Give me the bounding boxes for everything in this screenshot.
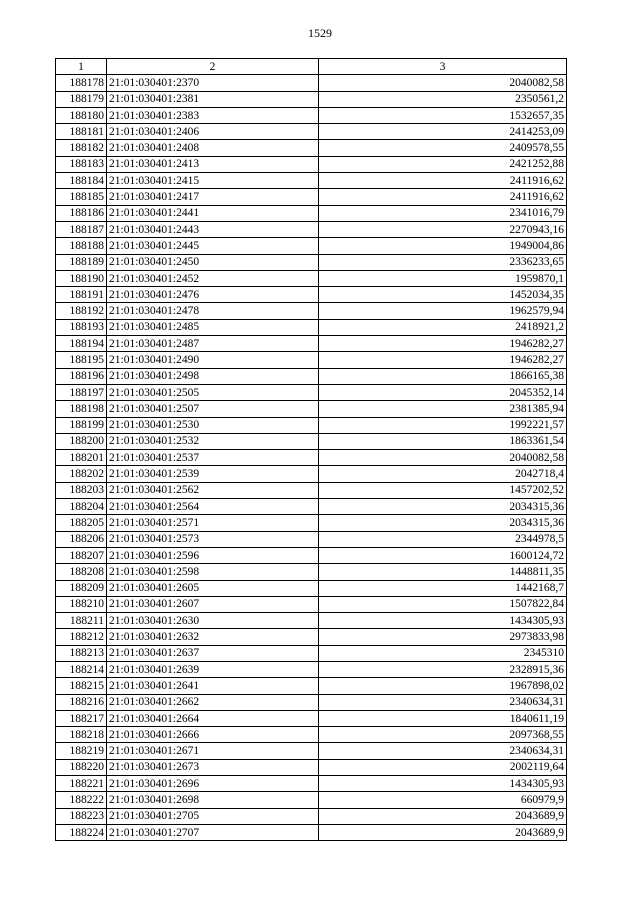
cadastral-number-cell: 21:01:030401:2476 (107, 287, 319, 303)
row-number-cell: 188189 (56, 254, 107, 270)
table-row (56, 580, 567, 596)
row-number-cell: 188203 (56, 482, 107, 498)
row-number-cell: 188201 (56, 450, 107, 466)
cadastral-number-cell: 21:01:030401:2507 (107, 401, 319, 417)
row-number-cell: 188197 (56, 384, 107, 400)
cadastral-value-cell: 1507822,84 (319, 596, 567, 612)
table-row (56, 694, 567, 710)
page-number: 1529 (308, 26, 332, 40)
row-number-cell: 188188 (56, 238, 107, 254)
table-row (56, 466, 567, 482)
row-number-cell: 188215 (56, 678, 107, 694)
table-row (56, 287, 567, 303)
table-row (56, 808, 567, 824)
cadastral-value-cell: 2043689,9 (319, 824, 567, 840)
cadastral-number-cell: 21:01:030401:2415 (107, 173, 319, 189)
row-number-cell: 188193 (56, 319, 107, 335)
cadastral-number-cell: 21:01:030401:2698 (107, 792, 319, 808)
table-row (56, 238, 567, 254)
cadastral-value-cell: 1600124,72 (319, 547, 567, 563)
cadastral-number-cell: 21:01:030401:2478 (107, 303, 319, 319)
row-number-cell: 188186 (56, 205, 107, 221)
row-number-cell: 188178 (56, 75, 107, 91)
cadastral-value-cell: 1448811,35 (319, 564, 567, 580)
row-number-cell: 188180 (56, 107, 107, 123)
row-number-cell: 188192 (56, 303, 107, 319)
row-number-cell: 188191 (56, 287, 107, 303)
table-row (56, 336, 567, 352)
cadastral-value-cell: 1967898,02 (319, 678, 567, 694)
cadastral-value-cell: 2328915,36 (319, 661, 567, 677)
row-number-cell: 188220 (56, 759, 107, 775)
cadastral-value-cell: 1946282,27 (319, 352, 567, 368)
table-row (56, 417, 567, 433)
row-number-cell: 188179 (56, 91, 107, 107)
cadastral-value-cell: 660979,9 (319, 792, 567, 808)
row-number-cell: 188202 (56, 466, 107, 482)
cadastral-value-cell: 1434305,93 (319, 613, 567, 629)
cadastral-number-cell: 21:01:030401:2532 (107, 433, 319, 449)
cadastral-number-cell: 21:01:030401:2452 (107, 270, 319, 286)
row-number-cell: 188212 (56, 629, 107, 645)
row-number-cell: 188205 (56, 515, 107, 531)
cadastral-number-cell: 21:01:030401:2564 (107, 499, 319, 515)
row-number-cell: 188182 (56, 140, 107, 156)
table-row (56, 221, 567, 237)
cadastral-value-cell: 2421252,88 (319, 156, 567, 172)
row-number-cell: 188219 (56, 743, 107, 759)
cadastral-value-cell: 1866165,38 (319, 368, 567, 384)
cadastral-value-cell: 2418921,2 (319, 319, 567, 335)
row-number-cell: 188199 (56, 417, 107, 433)
cadastral-number-cell: 21:01:030401:2539 (107, 466, 319, 482)
table-row (56, 596, 567, 612)
row-number-cell: 188187 (56, 221, 107, 237)
cadastral-value-cell: 2336233,65 (319, 254, 567, 270)
column-header-3: 3 (319, 59, 567, 75)
cadastral-number-cell: 21:01:030401:2673 (107, 759, 319, 775)
table-row (56, 515, 567, 531)
cadastral-number-cell: 21:01:030401:2530 (107, 417, 319, 433)
cadastral-value-cell: 2340634,31 (319, 743, 567, 759)
table-row (56, 499, 567, 515)
row-number-cell: 188207 (56, 547, 107, 563)
cadastral-value-cell: 1532657,35 (319, 107, 567, 123)
cadastral-value-cell: 2034315,36 (319, 499, 567, 515)
cadastral-number-cell: 21:01:030401:2498 (107, 368, 319, 384)
cadastral-number-cell: 21:01:030401:2381 (107, 91, 319, 107)
row-number-cell: 188208 (56, 564, 107, 580)
table-row (56, 743, 567, 759)
cadastral-number-cell: 21:01:030401:2383 (107, 107, 319, 123)
cadastral-value-cell: 2350561,2 (319, 91, 567, 107)
row-number-cell: 188213 (56, 645, 107, 661)
cadastral-value-cell: 2040082,58 (319, 450, 567, 466)
cadastral-value-cell: 1946282,27 (319, 336, 567, 352)
cadastral-number-cell: 21:01:030401:2487 (107, 336, 319, 352)
row-number-cell: 188185 (56, 189, 107, 205)
table-body (56, 75, 567, 841)
table-row (56, 547, 567, 563)
cadastral-value-cell: 2973833,98 (319, 629, 567, 645)
row-number-cell: 188206 (56, 531, 107, 547)
table-row (56, 759, 567, 775)
table-row (56, 140, 567, 156)
row-number-cell: 188217 (56, 710, 107, 726)
table-row (56, 254, 567, 270)
table-row (56, 564, 567, 580)
cadastral-value-cell: 2411916,62 (319, 173, 567, 189)
cadastral-value-table (55, 58, 567, 841)
row-number-cell: 188218 (56, 727, 107, 743)
table-row (56, 156, 567, 172)
cadastral-number-cell: 21:01:030401:2641 (107, 678, 319, 694)
cadastral-value-cell: 2270943,16 (319, 221, 567, 237)
table-row (56, 91, 567, 107)
cadastral-value-cell: 2414253,09 (319, 124, 567, 140)
cadastral-number-cell: 21:01:030401:2443 (107, 221, 319, 237)
table-row (56, 629, 567, 645)
cadastral-value-cell: 1434305,93 (319, 776, 567, 792)
cadastral-value-cell: 2002119,64 (319, 759, 567, 775)
row-number-cell: 188198 (56, 401, 107, 417)
row-number-cell: 188200 (56, 433, 107, 449)
cadastral-number-cell: 21:01:030401:2406 (107, 124, 319, 140)
table-row (56, 661, 567, 677)
cadastral-number-cell: 21:01:030401:2408 (107, 140, 319, 156)
cadastral-number-cell: 21:01:030401:2639 (107, 661, 319, 677)
cadastral-number-cell: 21:01:030401:2441 (107, 205, 319, 221)
row-number-cell: 188190 (56, 270, 107, 286)
cadastral-number-cell: 21:01:030401:2596 (107, 547, 319, 563)
table-row (56, 368, 567, 384)
table-row (56, 531, 567, 547)
cadastral-value-cell: 2097368,55 (319, 727, 567, 743)
table-row (56, 678, 567, 694)
table-row (56, 792, 567, 808)
cadastral-number-cell: 21:01:030401:2707 (107, 824, 319, 840)
row-number-cell: 188210 (56, 596, 107, 612)
table-row (56, 107, 567, 123)
row-number-cell: 188211 (56, 613, 107, 629)
row-number-cell: 188183 (56, 156, 107, 172)
cadastral-value-cell: 1959870,1 (319, 270, 567, 286)
cadastral-value-cell: 2043689,9 (319, 808, 567, 824)
row-number-cell: 188204 (56, 499, 107, 515)
header-row (56, 59, 567, 75)
cadastral-value-cell: 1962579,94 (319, 303, 567, 319)
cadastral-number-cell: 21:01:030401:2490 (107, 352, 319, 368)
cadastral-number-cell: 21:01:030401:2664 (107, 710, 319, 726)
table-row (56, 303, 567, 319)
cadastral-number-cell: 21:01:030401:2662 (107, 694, 319, 710)
table-row (56, 173, 567, 189)
table-row (56, 645, 567, 661)
cadastral-value-cell: 2040082,58 (319, 75, 567, 91)
cadastral-number-cell: 21:01:030401:2445 (107, 238, 319, 254)
cadastral-value-cell: 2344978,5 (319, 531, 567, 547)
cadastral-number-cell: 21:01:030401:2705 (107, 808, 319, 824)
row-number-cell: 188224 (56, 824, 107, 840)
cadastral-value-cell: 2045352,14 (319, 384, 567, 400)
table-row (56, 352, 567, 368)
table-row (56, 450, 567, 466)
cadastral-value-cell: 2409578,55 (319, 140, 567, 156)
row-number-cell: 188196 (56, 368, 107, 384)
cadastral-value-cell: 2042718,4 (319, 466, 567, 482)
row-number-cell: 188181 (56, 124, 107, 140)
table-row (56, 776, 567, 792)
row-number-cell: 188195 (56, 352, 107, 368)
table-row (56, 384, 567, 400)
table-row (56, 482, 567, 498)
table-row (56, 205, 567, 221)
cadastral-number-cell: 21:01:030401:2632 (107, 629, 319, 645)
cadastral-number-cell: 21:01:030401:2537 (107, 450, 319, 466)
cadastral-value-cell: 2411916,62 (319, 189, 567, 205)
cadastral-number-cell: 21:01:030401:2696 (107, 776, 319, 792)
cadastral-number-cell: 21:01:030401:2505 (107, 384, 319, 400)
cadastral-value-cell: 2341016,79 (319, 205, 567, 221)
cadastral-number-cell: 21:01:030401:2562 (107, 482, 319, 498)
row-number-cell: 188194 (56, 336, 107, 352)
row-number-cell: 188223 (56, 808, 107, 824)
cadastral-number-cell: 21:01:030401:2598 (107, 564, 319, 580)
cadastral-number-cell: 21:01:030401:2637 (107, 645, 319, 661)
cadastral-number-cell: 21:01:030401:2605 (107, 580, 319, 596)
cadastral-value-cell: 1452034,35 (319, 287, 567, 303)
table-header (56, 59, 567, 75)
table-row (56, 613, 567, 629)
row-number-cell: 188221 (56, 776, 107, 792)
cadastral-value-cell: 1442168,7 (319, 580, 567, 596)
column-header-1: 1 (56, 59, 107, 75)
cadastral-number-cell: 21:01:030401:2571 (107, 515, 319, 531)
table-row (56, 824, 567, 840)
cadastral-value-cell: 1949004,86 (319, 238, 567, 254)
table-row (56, 727, 567, 743)
cadastral-number-cell: 21:01:030401:2607 (107, 596, 319, 612)
cadastral-value-cell: 1863361,54 (319, 433, 567, 449)
column-header-2: 2 (107, 59, 319, 75)
row-number-cell: 188214 (56, 661, 107, 677)
row-number-cell: 188184 (56, 173, 107, 189)
table-row (56, 401, 567, 417)
row-number-cell: 188216 (56, 694, 107, 710)
cadastral-value-cell: 2034315,36 (319, 515, 567, 531)
cadastral-number-cell: 21:01:030401:2370 (107, 75, 319, 91)
cadastral-value-cell: 1840611,19 (319, 710, 567, 726)
cadastral-number-cell: 21:01:030401:2485 (107, 319, 319, 335)
cadastral-number-cell: 21:01:030401:2573 (107, 531, 319, 547)
row-number-cell: 188222 (56, 792, 107, 808)
table-row (56, 75, 567, 91)
cadastral-value-cell: 1992221,57 (319, 417, 567, 433)
table-row (56, 433, 567, 449)
cadastral-number-cell: 21:01:030401:2413 (107, 156, 319, 172)
cadastral-value-cell: 2345310 (319, 645, 567, 661)
cadastral-value-cell: 2340634,31 (319, 694, 567, 710)
cadastral-number-cell: 21:01:030401:2417 (107, 189, 319, 205)
table-row (56, 189, 567, 205)
cadastral-value-cell: 1457202,52 (319, 482, 567, 498)
row-number-cell: 188209 (56, 580, 107, 596)
cadastral-number-cell: 21:01:030401:2630 (107, 613, 319, 629)
table-row (56, 124, 567, 140)
cadastral-value-cell: 2381385,94 (319, 401, 567, 417)
cadastral-number-cell: 21:01:030401:2450 (107, 254, 319, 270)
table-row (56, 270, 567, 286)
cadastral-number-cell: 21:01:030401:2666 (107, 727, 319, 743)
cadastral-number-cell: 21:01:030401:2671 (107, 743, 319, 759)
table-row (56, 710, 567, 726)
table-row (56, 319, 567, 335)
